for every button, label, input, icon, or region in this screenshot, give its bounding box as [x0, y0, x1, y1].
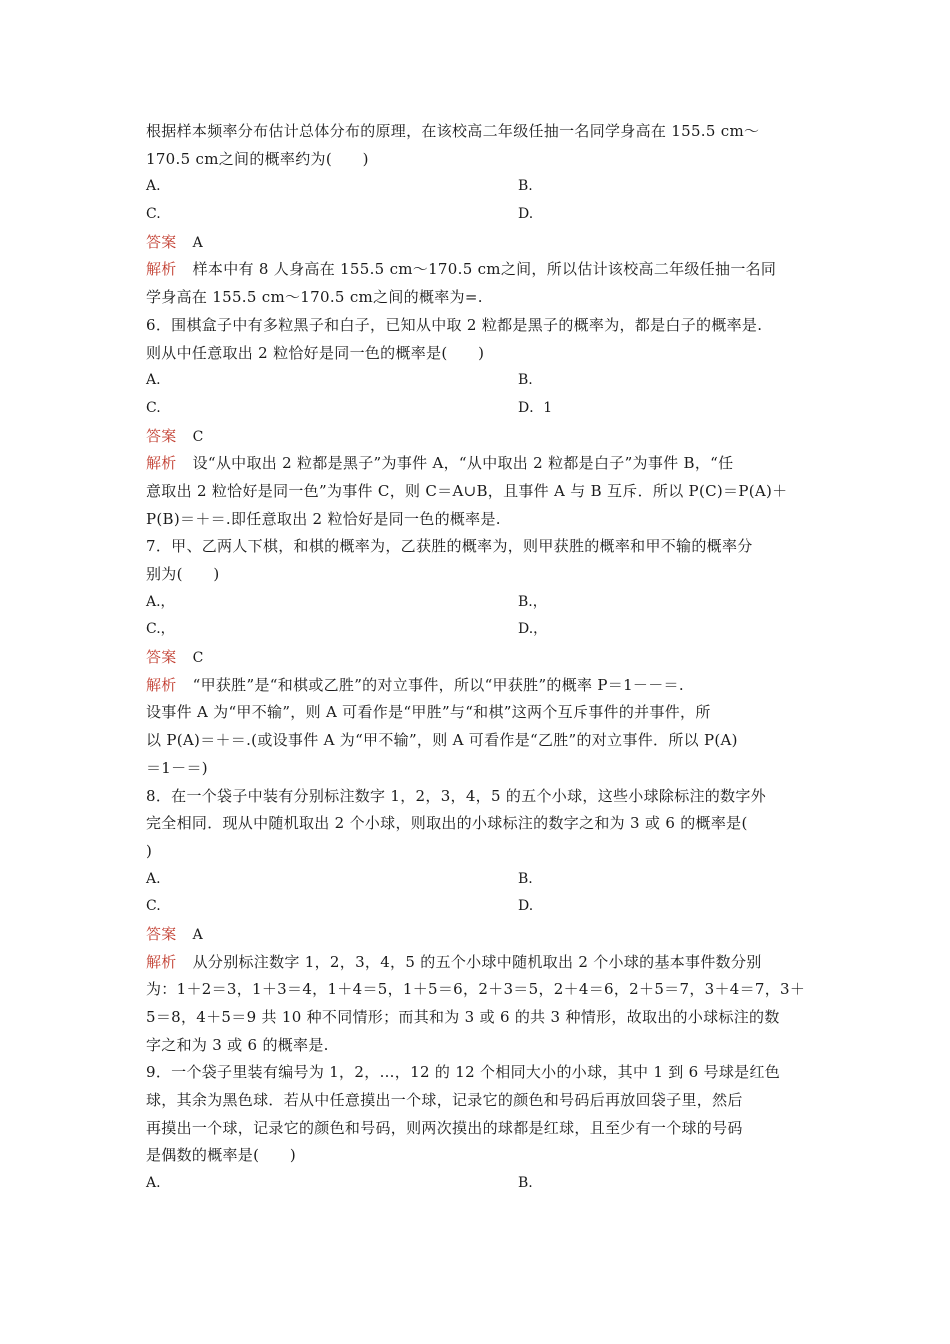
answer-value: C [192, 428, 204, 445]
q7-explanation-line: 以 P(A)＝＋＝.(或设事件 A 为“甲不输”，则 A 可看作是“乙胜”的对立事件．所以 P(A) [146, 731, 738, 750]
explanation-text: 样本中有 8 人身高在 155.5 cm～170.5 cm之间，所以估计该校高二年级任抽一名同 [192, 260, 777, 279]
answer-value: C [192, 650, 204, 667]
explanation-label: 解析 [146, 952, 177, 971]
explanation-text: 从分别标注数字 1，2，3，4，5 的五个小球中随机取出 2 个小球的基本事件数分别 [192, 952, 762, 971]
q5-answer [146, 229, 814, 257]
q6-option-d: D．1 [518, 399, 553, 416]
q6-explanation-line [146, 450, 814, 478]
q7-explanation-line [146, 672, 814, 700]
answer-value: A [192, 234, 204, 251]
q7-stem-line: 别为( ) [146, 565, 220, 583]
q6-stem-line: 则从中任意取出 2 粒恰好是同一色的概率是( ) [146, 343, 485, 362]
q8-stem-line: ) [146, 841, 153, 860]
answer-label: 答案 [146, 924, 177, 943]
q5-options-row [146, 173, 814, 201]
q5-explanation-line [146, 256, 814, 284]
q5-option-c: C. [146, 206, 161, 223]
explanation-label: 解析 [146, 454, 177, 473]
answer-label: 答案 [146, 648, 177, 667]
q8-explanation-line [146, 949, 814, 977]
q7-stem-line: 7．甲、乙两人下棋，和棋的概率为，乙获胜的概率为，则甲获胜的概率和甲不输的概率分 [146, 537, 753, 556]
q6-option-c: C. [146, 399, 161, 416]
q9-stem-line: 再摸出一个球，记录它的颜色和号码，则两次摸出的球都是红球，且至少有一个球的号码 [146, 1118, 743, 1137]
q8-stem-line: 8．在一个袋子中装有分别标注数字 1，2，3，4，5 的五个小球，这些小球除标注的数字外 [146, 786, 767, 805]
q8-options-row [146, 866, 814, 894]
q6-option-b: B. [518, 372, 533, 389]
q6-option-a: A. [146, 372, 161, 389]
q9-stem-line: 球，其余为黑色球．若从中任意摸出一个球，记录它的颜色和号码后再放回袋子里，然后 [146, 1091, 743, 1110]
q6-stem-line: 6．围棋盒子中有多粒黑子和白子，已知从中取 2 粒都是黑子的概率为，都是白子的概率是. [146, 315, 763, 334]
q8-answer [146, 921, 814, 949]
q7-option-d: D.， [518, 621, 548, 638]
q8-option-b: B. [518, 870, 533, 887]
q8-stem-line: 完全相同．现从中随机取出 2 个小球，则取出的小球标注的数字之和为 3 或 6 的概率是( [146, 814, 748, 833]
explanation-text: 设“从中取出 2 粒都是黑子”为事件 A，“从中取出 2 粒都是白子”为事件 B，“任 [192, 454, 734, 473]
q8-option-c: C. [146, 898, 161, 915]
q7-option-c: C.， [146, 621, 175, 638]
q5-option-b: B. [518, 178, 533, 195]
q9-stem-line: 是偶数的概率是( ) [146, 1146, 297, 1165]
q7-answer [146, 644, 814, 672]
document-page [146, 118, 814, 1198]
explanation-text: “甲获胜”是“和棋或乙胜”的对立事件，所以“甲获胜”的概率 P＝1－－＝. [192, 675, 684, 694]
q5-explanation-line: 学身高在 155.5 cm～170.5 cm之间的概率为=. [146, 288, 483, 307]
q5-stem-line: 根据样本频率分布估计总体分布的原理，在该校高二年级任抽一名同学身高在 155.5 cm～ [146, 122, 760, 140]
answer-label: 答案 [146, 232, 177, 251]
q5-option-a: A. [146, 178, 161, 195]
q8-explanation-line: 字之和为 3 或 6 的概率是. [146, 1035, 329, 1054]
q7-explanation-line: 设事件 A 为“甲不输”，则 A 可看作是“甲胜”与“和棋”这两个互斥事件的并事件，所 [146, 703, 711, 722]
q7-explanation-line: ＝1－＝) [146, 758, 208, 777]
q6-options-row [146, 367, 814, 395]
q8-option-a: A. [146, 870, 161, 887]
q9-option-b: B. [518, 1175, 533, 1192]
explanation-label: 解析 [146, 675, 177, 694]
q5-stem-line: 170.5 cm之间的概率约为( ) [146, 149, 369, 168]
q6-explanation-line: 意取出 2 粒恰好是同一色”为事件 C，则 C＝A∪B，且事件 A 与 B 互斥．所以 P(C)＝P(A)＋ [146, 481, 788, 500]
q8-options-row [146, 893, 814, 921]
q7-options-row [146, 589, 814, 617]
q9-option-a: A. [146, 1175, 161, 1192]
q7-option-a: A.， [146, 593, 175, 610]
q9-stem-line: 9．一个袋子里装有编号为 1，2，…，12 的 12 个相同大小的小球，其中 1 到 6 号球是红色 [146, 1063, 781, 1082]
q8-explanation-line: 为：1＋2＝3，1＋3＝4，1＋4＝5，1＋5＝6，2＋3＝5，2＋4＝6，2＋5＝7，3＋4＝7，3＋ [146, 980, 806, 999]
q7-options-row [146, 616, 814, 644]
answer-label: 答案 [146, 426, 177, 445]
q6-options-row [146, 395, 814, 423]
answer-value: A [192, 926, 204, 943]
q8-explanation-line: 5＝8，4＋5＝9 共 10 种不同情形；而其和为 3 或 6 的共 3 种情形，故取出的小球标注的数 [146, 1008, 780, 1026]
q5-option-d: D. [518, 206, 534, 223]
q6-answer [146, 423, 814, 451]
q9-options-row [146, 1170, 814, 1198]
explanation-label: 解析 [146, 260, 177, 279]
q8-option-d: D. [518, 898, 534, 915]
q6-explanation-line: P(B)＝＋＝.即任意取出 2 粒恰好是同一色的概率是. [146, 509, 501, 528]
q5-options-row [146, 201, 814, 229]
q7-option-b: B.， [518, 593, 547, 610]
